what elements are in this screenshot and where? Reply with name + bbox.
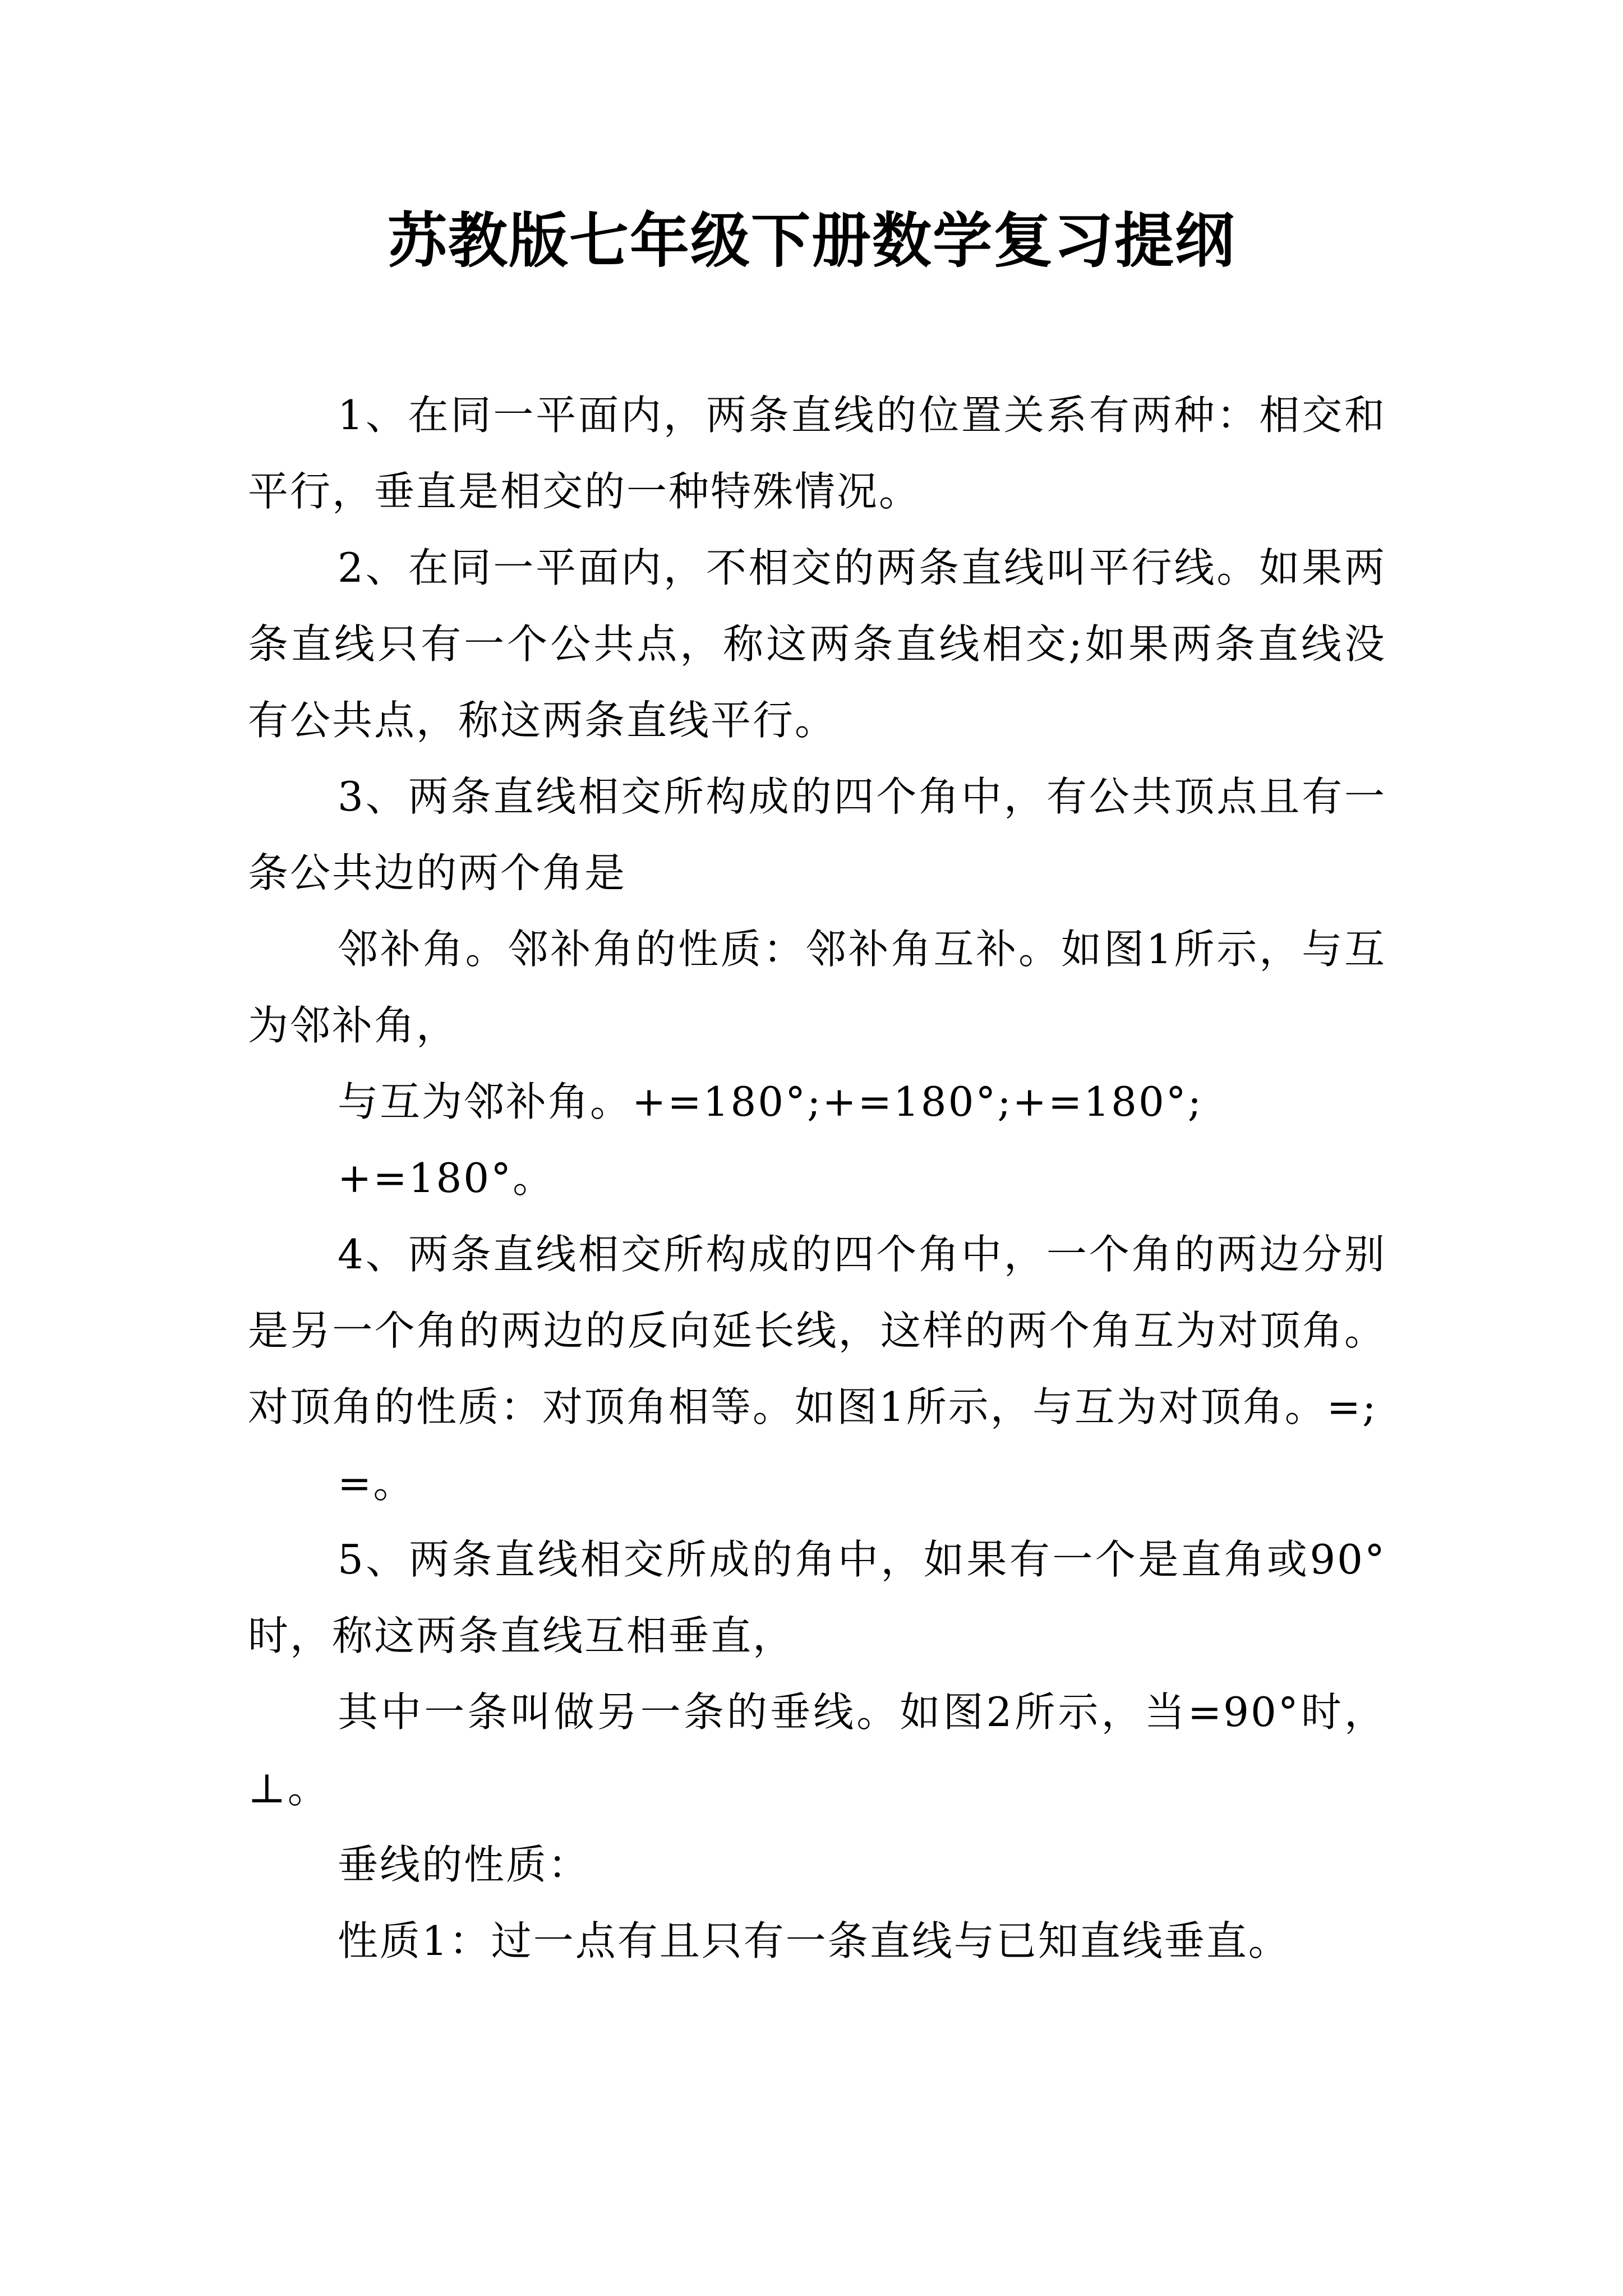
document-body <box>248 377 1386 1979</box>
document-title: 苏教版七年级下册数学复习提纲 <box>388 206 1235 275</box>
paragraph-10: 其中一条叫做另一条的垂线。如图2所示，当=90°时，⊥。 <box>248 1688 1386 1812</box>
paragraph-11: 垂线的性质： <box>338 1841 591 1888</box>
paragraph-8: =。 <box>338 1460 416 1507</box>
paragraph-12: 性质1：过一点有且只有一条直线与已知直线垂直。 <box>338 1917 1290 1964</box>
paragraph-2: 2、在同一平面内，不相交的两条直线叫平行线。如果两条直线只有一个公共点，称这两条直线相交;如果两条直线没有公共点，称这两条直线平行。 <box>248 544 1386 744</box>
paragraph-9: 5、两条直线相交所成的角中，如果有一个是直角或90°时，称这两条直线互相垂直， <box>248 1536 1386 1659</box>
paragraph-1: 1、在同一平面内，两条直线的位置关系有两种：相交和平行，垂直是相交的一种特殊情况。 <box>248 392 1386 515</box>
paragraph-7: 4、两条直线相交所构成的四个角中，一个角的两边分别是另一个角的两边的反向延长线，这样的两个角互为对顶角。对顶角的性质：对顶角相等。如图1所示，与互为对顶角。=; <box>248 1231 1386 1430</box>
paragraph-6: +=180°。 <box>338 1154 555 1202</box>
paragraph-4: 邻补角。邻补角的性质：邻补角互补。如图1所示，与互为邻补角， <box>248 926 1386 1049</box>
paragraph-3: 3、两条直线相交所构成的四个角中，有公共顶点且有一条公共边的两个角是 <box>248 773 1386 896</box>
paragraph-5: 与互为邻补角。+=180°;+=180°;+=180°; <box>338 1078 1204 1125</box>
